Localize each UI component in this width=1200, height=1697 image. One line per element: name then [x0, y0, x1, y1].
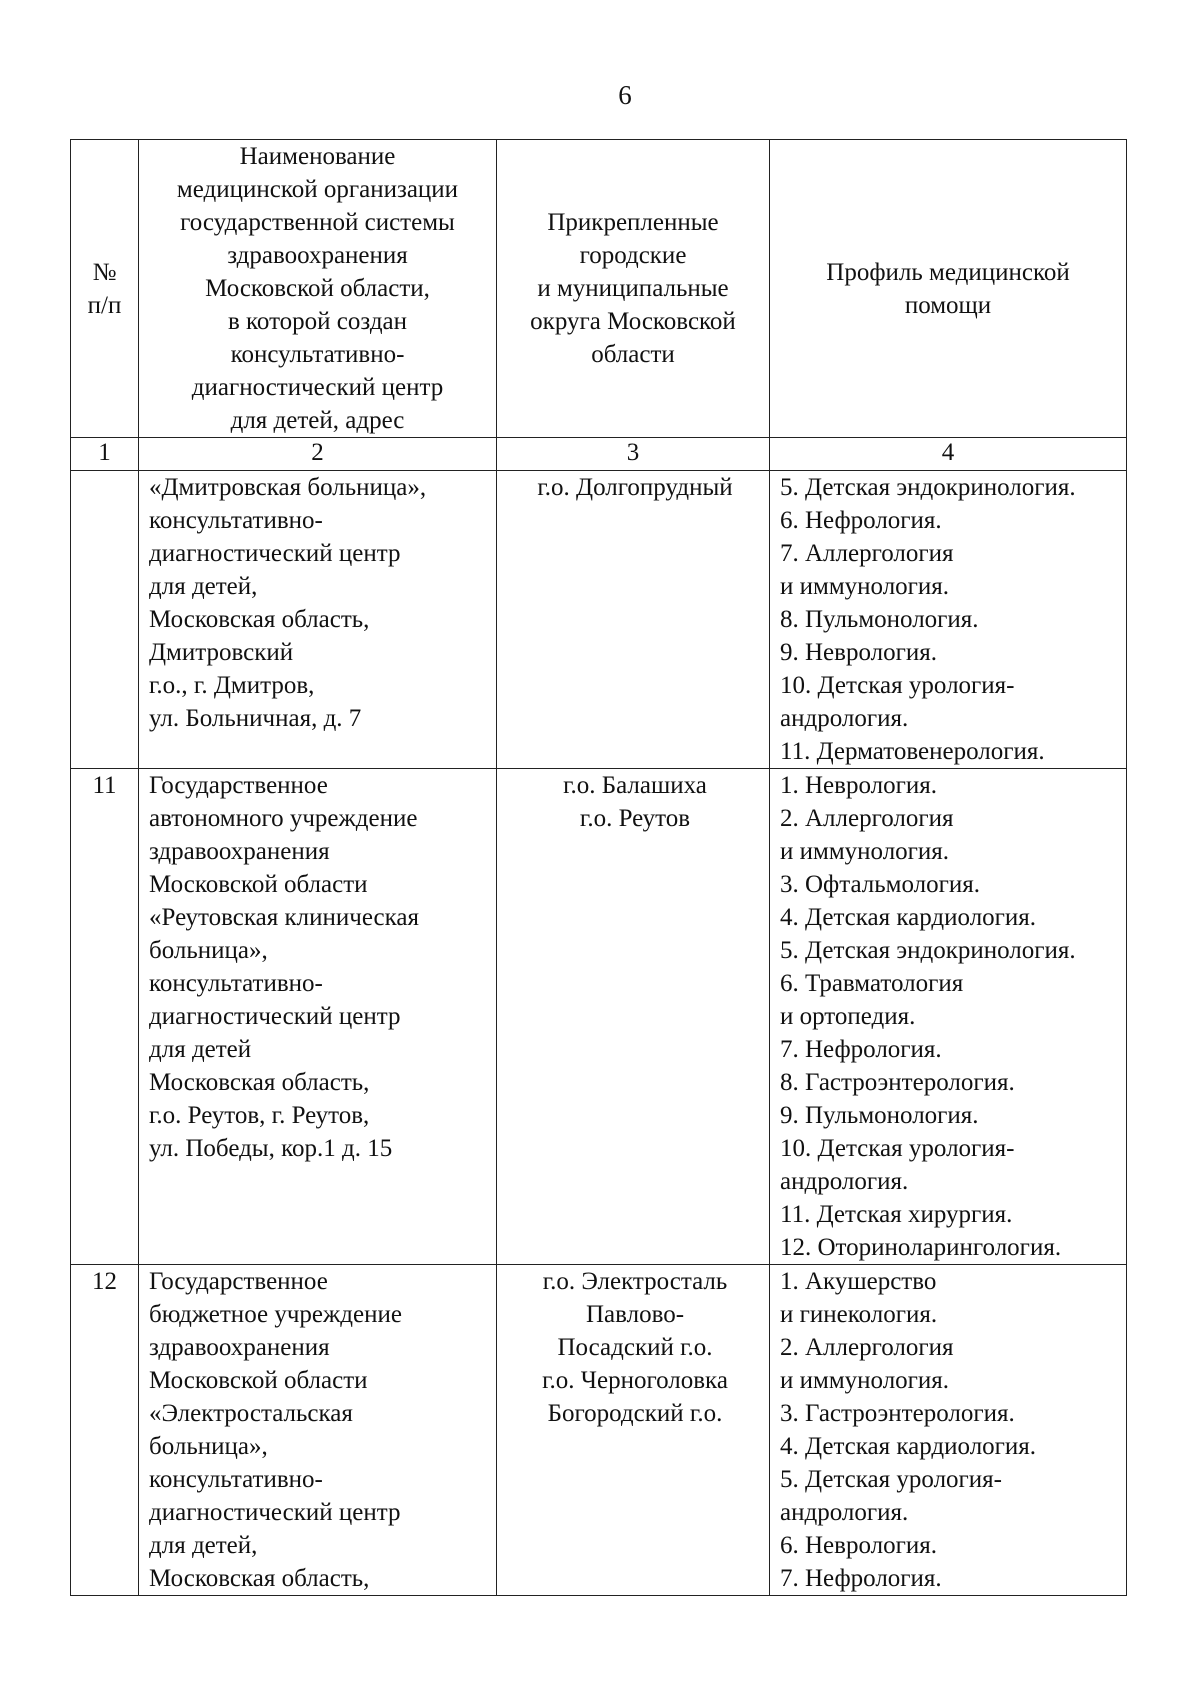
profile-line: 8. Гастроэнтерология. — [780, 1069, 1015, 1096]
profile-line: 5. Детская урология- — [780, 1466, 1002, 1493]
header-text: городские — [579, 242, 687, 269]
header-text: медицинской организации — [176, 176, 459, 203]
org-line: Московская область, — [149, 606, 370, 633]
profile-line: андрология. — [780, 1168, 909, 1195]
profile-line: 7. Аллергология — [780, 540, 954, 567]
org-line: диагностический центр — [149, 1003, 401, 1030]
column-number: 1 — [71, 438, 139, 471]
header-profile — [770, 140, 1127, 438]
profile-line: 8. Пульмонология. — [780, 606, 979, 633]
org-line: Московской области — [149, 1367, 368, 1394]
org-line: для детей, — [149, 573, 258, 600]
column-number: 2 — [139, 438, 497, 471]
regions-cell — [497, 1265, 770, 1596]
table-row — [71, 471, 1127, 769]
profile-line: 6. Травматология — [780, 970, 964, 997]
profile-line: 4. Детская кардиология. — [780, 1433, 1037, 1460]
region-line: г.о. Балашиха — [563, 772, 707, 799]
header-organization — [139, 140, 497, 438]
org-line: диагностический центр — [149, 540, 401, 567]
profile-line: 3. Гастроэнтерология. — [780, 1400, 1015, 1427]
profile-line: 1. Неврология. — [780, 772, 937, 799]
header-text: помощи — [904, 291, 992, 319]
profile-line: 3. Офтальмология. — [780, 871, 981, 898]
column-number: 3 — [497, 438, 770, 471]
row-number: 11 — [71, 769, 139, 1265]
org-line: «Электростальская — [149, 1400, 353, 1427]
org-line: диагностический центр — [149, 1499, 401, 1526]
profile-line: 2. Аллергология — [780, 805, 954, 832]
organization-cell — [139, 471, 497, 769]
header-text: для детей, адрес — [230, 407, 405, 434]
header-text: области — [591, 341, 675, 368]
profile-line: 11. Дерматовенерология. — [780, 738, 1045, 765]
org-line: для детей, — [149, 1532, 258, 1559]
column-number: 4 — [770, 438, 1127, 471]
clinics-table — [70, 139, 1127, 1596]
profile-line: 7. Нефрология. — [780, 1036, 942, 1063]
row-number — [71, 471, 139, 769]
profile-line: 6. Неврология. — [780, 1532, 937, 1559]
profile-line: андрология. — [780, 1499, 909, 1526]
org-line: Московская область, — [149, 1565, 370, 1592]
region-line: г.о. Черноголовка — [542, 1367, 728, 1394]
region-line: Богородский г.о. — [547, 1400, 723, 1427]
org-line: «Реутовская клиническая — [149, 904, 420, 931]
profile-line: 9. Неврология. — [780, 639, 937, 666]
header-text: Московской области, — [205, 275, 430, 302]
profile-line: 10. Детская урология- — [780, 672, 1015, 699]
profile-line: 5. Детская эндокринология. — [780, 937, 1076, 964]
profile-line: андрология. — [780, 705, 909, 732]
profile-line: 12. Оториноларингология. — [780, 1234, 1062, 1261]
region-line: Павлово- — [585, 1301, 685, 1328]
regions-cell — [497, 471, 770, 769]
profile-line: 11. Детская хирургия. — [780, 1201, 1013, 1228]
org-line: Московской области — [149, 871, 368, 898]
org-line: ул. Победы, кор.1 д. 15 — [149, 1135, 393, 1162]
profile-cell — [770, 1265, 1127, 1596]
table-row — [71, 769, 1127, 1265]
header-text: здравоохранения — [227, 242, 408, 269]
org-line: здравоохранения — [149, 1334, 330, 1361]
profile-line: и иммунология. — [780, 838, 950, 865]
header-text: Профиль медицинской — [826, 258, 1070, 286]
org-line: Государственное — [149, 772, 328, 799]
column-numbers-row — [71, 438, 1127, 471]
header-text: Наименование — [239, 143, 396, 170]
org-line: консультативно- — [149, 970, 323, 997]
org-line: г.о. Реутов, г. Реутов, — [149, 1102, 370, 1129]
region-line: г.о. Реутов — [579, 805, 691, 832]
profile-line: 1. Акушерство — [780, 1268, 937, 1295]
table-header-row — [71, 140, 1127, 438]
region-line: Посадский г.о. — [557, 1334, 713, 1361]
header-text: и муниципальные — [537, 275, 729, 302]
header-text: в которой создан — [227, 308, 408, 335]
profile-cell — [770, 769, 1127, 1265]
profile-line: и ортопедия. — [780, 1003, 916, 1030]
profile-line: 7. Нефрология. — [780, 1565, 942, 1592]
org-line: Московская область, — [149, 1069, 370, 1096]
org-line: Государственное — [149, 1268, 328, 1295]
header-text: диагностический центр — [191, 374, 444, 401]
org-line: автономного учреждение — [149, 805, 418, 832]
header-text: государственной системы — [180, 209, 455, 236]
header-text: округа Московской — [530, 308, 736, 335]
header-regions — [497, 140, 770, 438]
profile-line: и иммунология. — [780, 1367, 950, 1394]
profile-cell — [770, 471, 1127, 769]
region-line: г.о. Долгопрудный — [537, 474, 733, 501]
org-line: больница», — [149, 1433, 268, 1460]
org-line: бюджетное учреждение — [149, 1301, 402, 1328]
org-line: г.о., г. Дмитров, — [149, 672, 315, 699]
organization-cell — [139, 1265, 497, 1596]
profile-line: 9. Пульмонология. — [780, 1102, 979, 1129]
org-line: «Дмитровская больница», — [149, 474, 427, 501]
profile-line: и иммунология. — [780, 573, 950, 600]
profile-line: 2. Аллергология — [780, 1334, 954, 1361]
org-line: консультативно- — [149, 507, 323, 534]
org-line: больница», — [149, 937, 268, 964]
header-text: № — [92, 258, 117, 286]
header-text: Прикрепленные — [547, 209, 719, 236]
region-line: г.о. Электросталь — [542, 1268, 728, 1295]
profile-line: 5. Детская эндокринология. — [780, 474, 1076, 501]
org-line: Дмитровский — [149, 639, 294, 666]
row-number: 12 — [71, 1265, 139, 1596]
profile-line: 4. Детская кардиология. — [780, 904, 1037, 931]
header-number — [71, 140, 139, 438]
org-line: здравоохранения — [149, 838, 330, 865]
organization-cell — [139, 769, 497, 1265]
page-number: 6 — [618, 80, 632, 110]
regions-cell — [497, 769, 770, 1265]
table-row — [71, 1265, 1127, 1596]
org-line: для детей — [149, 1036, 252, 1063]
header-text: п/п — [87, 291, 122, 319]
org-line: ул. Больничная, д. 7 — [149, 705, 362, 732]
profile-line: 10. Детская урология- — [780, 1135, 1015, 1162]
org-line: консультативно- — [149, 1466, 323, 1493]
profile-line: 6. Нефрология. — [780, 507, 942, 534]
profile-line: и гинекология. — [780, 1301, 938, 1328]
header-text: консультативно- — [230, 341, 405, 368]
